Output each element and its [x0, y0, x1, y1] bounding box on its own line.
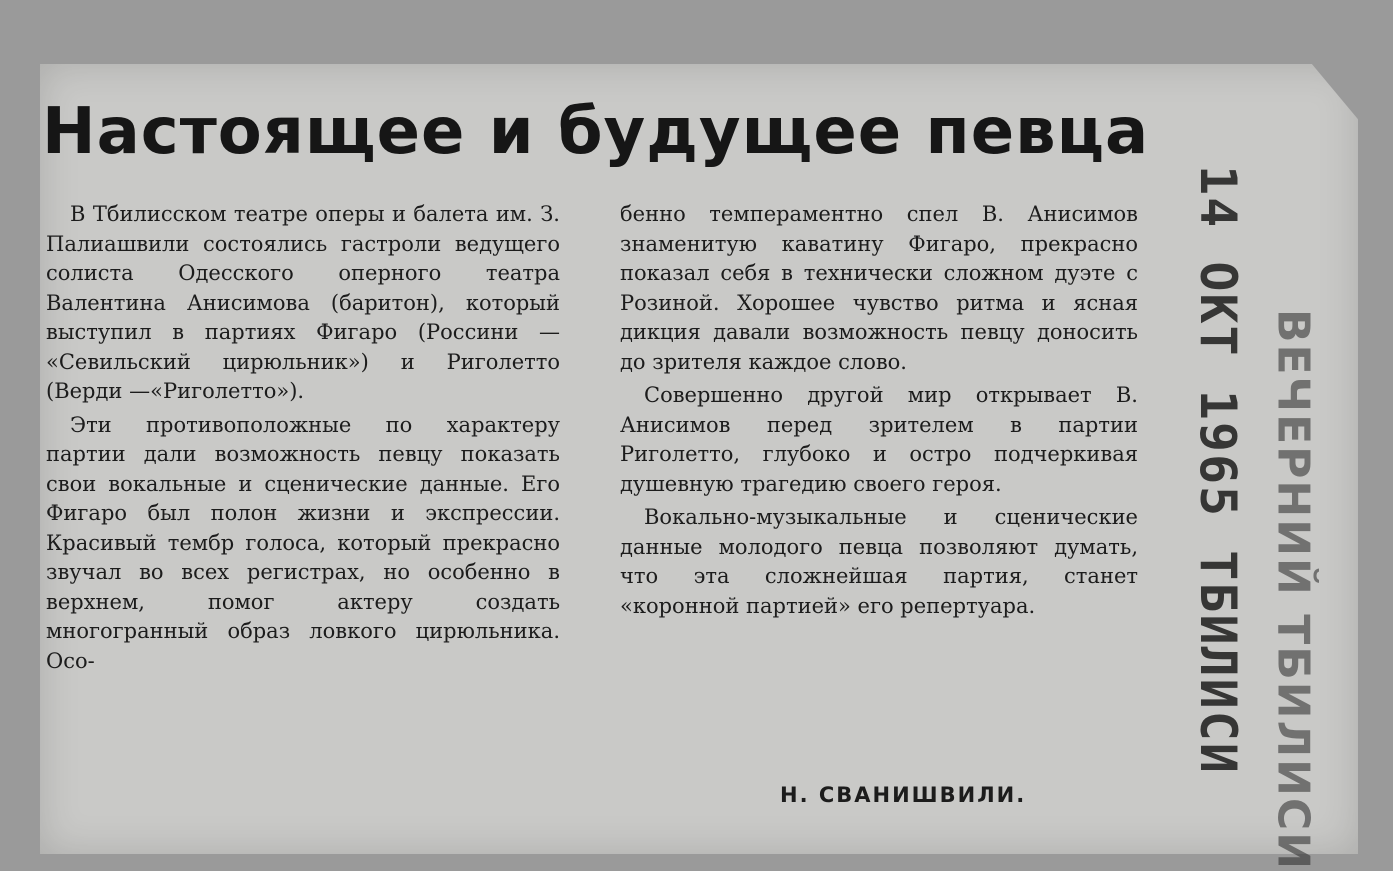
author-signature: Н. СВАНИШВИЛИ.: [780, 783, 1027, 807]
date-stamp: 14 ОКТ 1965 ТБИЛИСИ: [1189, 165, 1247, 775]
article-headline: Настоящее и будущее певца: [42, 95, 1150, 169]
paragraph-1: В Тбилисском театре оперы и балета им. З. Палиашвили состоялись гастроли ведущего солиста Одесского оперного театра Валентина Анисимова (баритон), который выступил в партиях Фигаро (Россини — «Севильский цирюльник») и Риголетто (Верди —«Риголетто»).: [46, 202, 560, 403]
paragraph-4: Совершенно другой мир открывает В. Анисимов перед зрителем в партии Риголетто, глубоко и остро подчеркивая душевную трагедию своего героя.: [620, 383, 1138, 496]
article-left-column: [46, 200, 560, 680]
article-right-column: [620, 200, 1138, 625]
paragraph-5: Вокально-музыкальные и сценические данные молодого певца позволяют думать, что эта сложнейшая партия, станет «коронной партией» его репертуара.: [620, 505, 1138, 618]
newspaper-source-mark: ВЕЧЕРНИЙ ТБИЛИСИ: [1267, 308, 1319, 871]
paragraph-2: Эти противоположные по характеру партии дали возможность певцу показать свои вокальные и сценические данные. Его Фигаро был полон жизни и экспрессии. Красивый тембр голоса, который прекрасно звучал во всех регистрах, но особенно в верхнем, помог актеру создать многогранный образ ловкого цирюльника. Осо-: [46, 412, 560, 673]
paragraph-3: бенно темпераментно спел В. Анисимов знаменитую каватину Фигаро, прекрасно показал себя в технически сложном дуэте с Розиной. Хорошее чувство ритма и ясная дикция давали возможность певцу доносить до зрителя каждое слово.: [620, 202, 1138, 374]
